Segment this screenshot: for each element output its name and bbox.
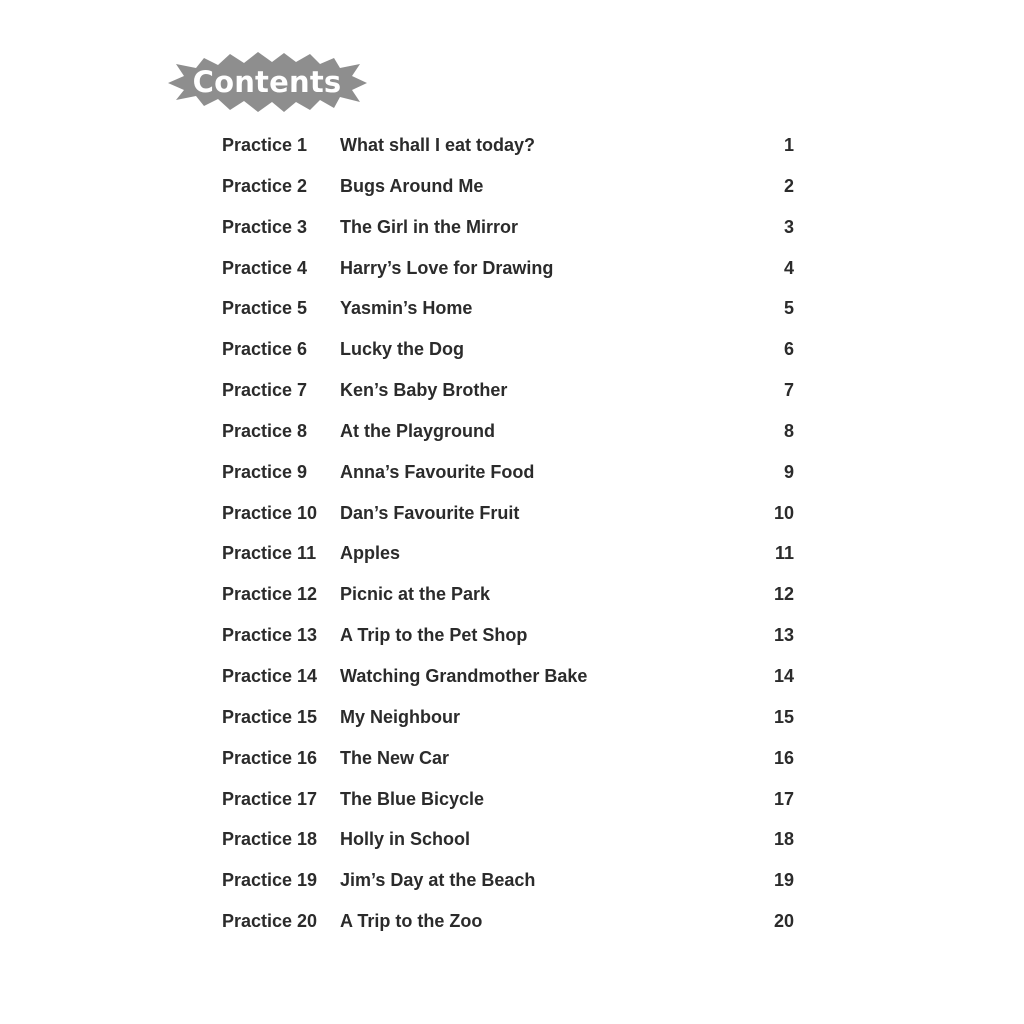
page-number: 19 (773, 870, 794, 891)
page-number: 5 (783, 298, 794, 319)
toc-row[interactable] (222, 860, 796, 901)
practice-label: Practice 1 (222, 135, 308, 155)
practice-label: Practice 17 (222, 788, 318, 809)
toc-row[interactable] (222, 656, 796, 697)
practice-title: Apples (340, 543, 401, 564)
practice-title: Bugs Around Me (340, 175, 484, 196)
page-number: 12 (773, 584, 794, 605)
toc-row[interactable] (222, 248, 796, 289)
page-number: 2 (783, 175, 794, 196)
practice-label: Practice 6 (222, 339, 308, 360)
practice-label: Practice 18 (222, 829, 318, 850)
toc-row[interactable] (222, 166, 796, 207)
practice-label: Practice 10 (222, 502, 318, 523)
page-number: 8 (783, 420, 794, 441)
practice-title: Picnic at the Park (340, 584, 491, 605)
toc-row[interactable] (222, 411, 796, 452)
practice-title: Holly in School (340, 829, 471, 850)
toc-row[interactable] (222, 452, 796, 493)
practice-title: Dan’s Favourite Fruit (340, 502, 520, 523)
contents-banner (166, 50, 368, 114)
practice-label: Practice 9 (222, 461, 308, 482)
page-number: 17 (773, 788, 794, 809)
practice-title: Harry’s Love for Drawing (340, 257, 554, 278)
page-number: 6 (783, 339, 794, 360)
page-number: 9 (783, 461, 794, 482)
practice-label: Practice 2 (222, 175, 308, 196)
toc-row[interactable] (222, 370, 796, 411)
page-number: 15 (773, 706, 794, 727)
toc-row[interactable] (222, 738, 796, 779)
practice-label: Practice 12 (222, 584, 318, 605)
practice-label: Practice 11 (222, 543, 317, 564)
toc-row[interactable] (222, 574, 796, 615)
page-number: 13 (773, 625, 794, 646)
practice-title: What shall I eat today? (340, 135, 536, 155)
practice-title: Lucky the Dog (340, 339, 465, 360)
practice-title: The Girl in the Mirror (340, 216, 519, 237)
toc-row[interactable] (222, 533, 796, 574)
practice-label: Practice 4 (222, 257, 308, 278)
practice-title: My Neighbour (340, 706, 460, 727)
practice-label: Practice 7 (222, 380, 308, 401)
toc-row[interactable] (222, 125, 796, 166)
practice-title: Yasmin’s Home (340, 298, 473, 319)
practice-label: Practice 16 (222, 747, 318, 768)
practice-title: A Trip to the Pet Shop (340, 625, 528, 646)
toc-row[interactable] (222, 819, 796, 860)
practice-title: Ken’s Baby Brother (340, 380, 508, 401)
practice-title: Anna’s Favourite Food (340, 461, 535, 482)
page-number: 1 (783, 135, 794, 155)
page-number: 16 (773, 747, 794, 768)
page-title: Contents (192, 65, 342, 99)
practice-title: The New Car (340, 747, 450, 768)
practice-title: A Trip to the Zoo (340, 911, 483, 932)
practice-label: Practice 14 (222, 665, 318, 686)
practice-label: Practice 13 (222, 625, 318, 646)
practice-label: Practice 3 (222, 216, 308, 237)
toc-row[interactable] (222, 901, 796, 942)
toc-row[interactable] (222, 207, 796, 248)
practice-label: Practice 19 (222, 870, 318, 891)
page-number: 18 (773, 829, 794, 850)
toc-row[interactable] (222, 329, 796, 370)
page-number: 11 (774, 543, 794, 564)
practice-label: Practice 8 (222, 420, 308, 441)
contents-list (222, 125, 796, 942)
page-number: 4 (783, 257, 794, 278)
practice-title: The Blue Bicycle (340, 788, 485, 809)
practice-label: Practice 20 (222, 911, 318, 932)
page-number: 3 (783, 216, 794, 237)
toc-row[interactable] (222, 493, 796, 534)
page-number: 7 (783, 380, 794, 401)
practice-title: At the Playground (340, 420, 496, 441)
practice-label: Practice 5 (222, 298, 308, 319)
toc-row[interactable] (222, 779, 796, 820)
toc-row[interactable] (222, 288, 796, 329)
page-number: 20 (773, 911, 794, 932)
practice-title: Jim’s Day at the Beach (340, 870, 536, 891)
page-number: 10 (773, 502, 794, 523)
practice-label: Practice 15 (222, 706, 318, 727)
toc-row[interactable] (222, 697, 796, 738)
page-number: 14 (773, 665, 794, 686)
practice-title: Watching Grandmother Bake (340, 665, 588, 686)
toc-row[interactable] (222, 615, 796, 656)
